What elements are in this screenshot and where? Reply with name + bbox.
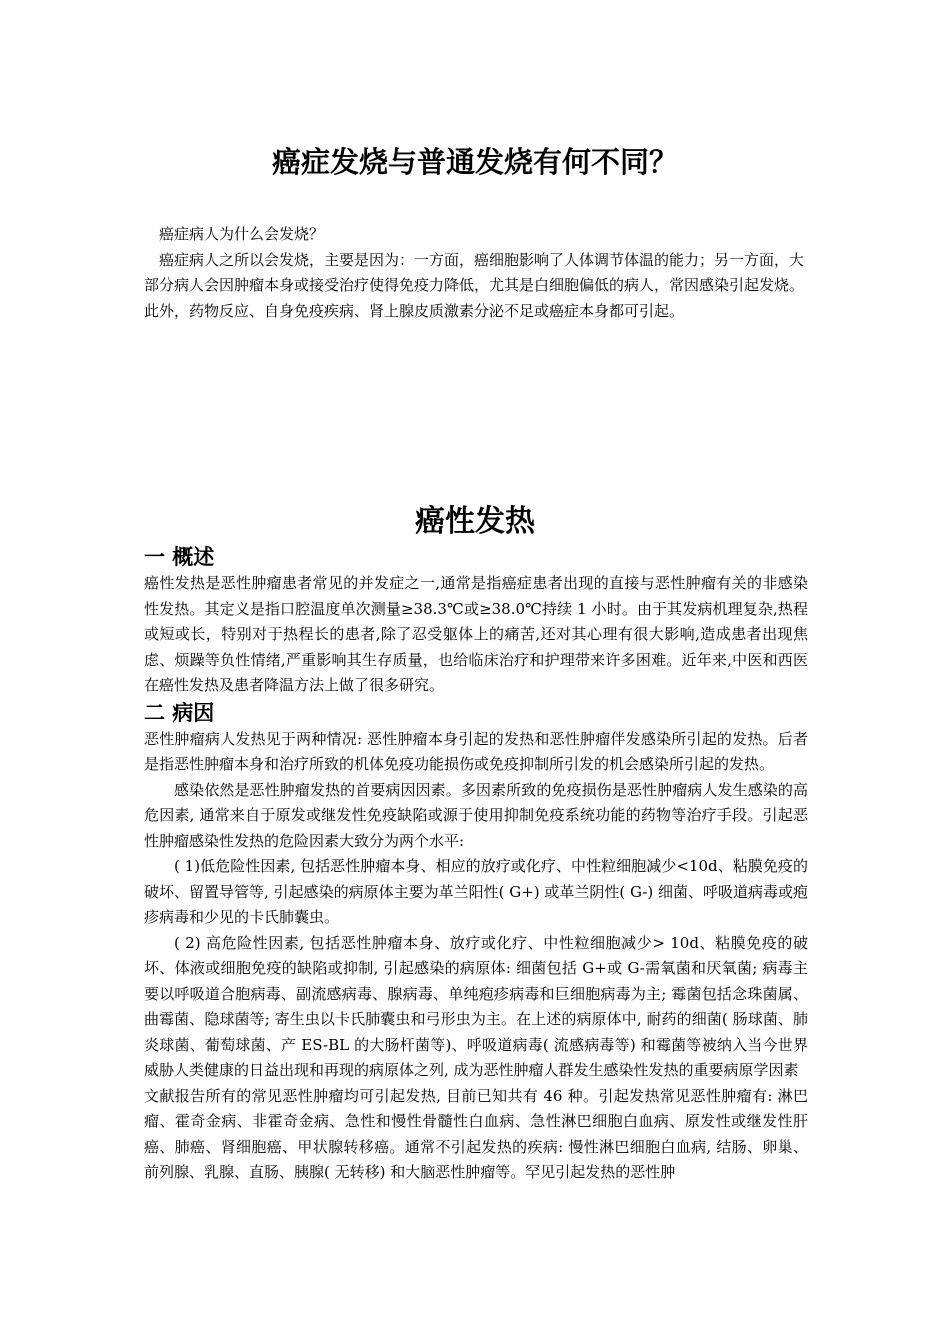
heading-overview: 一 概述 (144, 545, 215, 569)
main-content (144, 543, 808, 1186)
etiology-paragraph-1: 恶性肿瘤病人发热见于两种情况: 恶性肿瘤本身引起的发热和恶性肿瘤伴发感染所引起的发热。后者是指恶性肿瘤本身和治疗所致的机体免疫功能损伤或免疫抑制所引发的机会感染所引起的发热。 (144, 729, 808, 773)
intro-question: 癌症病人为什么会发烧？ (159, 225, 325, 243)
heading-etiology: 二 病因 (144, 700, 215, 725)
etiology-paragraph-3: ( 1)低危险性因素, 包括恶性肿瘤本身、相应的放疗或化疗、中性粒细胞减少<10d、粘膜免疫的破坏、留置导管等, 引起感染的病原体主要为革兰阳性( G+) 或革兰阴性( G-) 细菌、呼吸道病毒或疱疹病毒和少见的卡氏肺囊虫。 (144, 857, 808, 926)
etiology-paragraph-5: 文献报告所有的常见恶性肿瘤均可引起发热, 目前已知共有 46 种。引起发热常见恶性肿瘤有: 淋巴瘤、霍奇金病、非霍奇金病、急性和慢性骨髓性白血病、急性淋巴细胞白血病、原发性或继发性肝癌、肺癌、肾细胞癌、甲状腺转移癌。通常不引起发热的疾病: 慢性淋巴细胞白血病, 结肠、卵巢、前列腺、乳腺、直肠、胰腺( 无转移) 和大脑恶性肿瘤等。罕见引起发热的恶性肿 (144, 1086, 808, 1181)
intro-section (144, 222, 804, 324)
page-title: 癌症发烧与普通发烧有何不同？ (271, 145, 678, 179)
etiology-paragraph-2: 感染依然是恶性肿瘤发热的首要病因因素。多因素所致的免疫损伤是恶性肿瘤病人发生感染的高危因素, 通常来自于原发或继发性免疫缺陷或源于使用抑制免疫系统功能的药物等治疗手段。引起恶性肿瘤感染性发热的危险因素大致分为两个水平: (144, 780, 808, 850)
etiology-paragraph-4: ( 2) 高危险性因素, 包括恶性肿瘤本身、放疗或化疗、中性粒细胞减少> 10d、粘膜免疫的破坏、体液或细胞免疫的缺陷或抑制, 引起感染的病原体: 细菌包括 G+或 G-需氧菌和厌氧菌; 病毒主要以呼吸道合胞病毒、副流感病毒、腺病毒、单纯疱疹病毒和巨细胞病毒为主; 霉菌包括念珠菌属、曲霉菌、隐球菌等; 寄生虫以卡氏肺囊虫和弓形虫为主。在上述的病原体中, 耐药的细菌( 肠球菌、肺炎球菌、葡萄球菌、产 ES-BL 的大肠杆菌等)、呼吸道病毒( 流感病毒等) 和霉菌等被纳入当今世界威胁人类健康的日益出现和再现的病原体之列, 成为恶性肿瘤人群发生感染性发热的重要病原学因素 (144, 933, 808, 1079)
overview-paragraph: 癌性发热是恶性肿瘤患者常见的并发症之一,通常是指癌症患者出现的直接与恶性肿瘤有关的非感染性发热。其定义是指口腔温度单次测量≥38.3℃或≥38.0℃持续 1 小时。由于其发病机理复杂,热程或短或长，特别对于热程长的患者,除了忍受躯体上的痛苦,还对其心理有很大影响,造成患者出现焦虑、烦躁等负性情绪,严重影响其生存质量，也给临床治疗和护理带来许多困难。近年来,中医和西医在癌性发热及患者降温方法上做了很多研究。 (144, 574, 808, 694)
section-title: 癌性发热 (415, 504, 535, 539)
intro-answer: 癌症病人之所以会发烧，主要是因为：一方面，癌细胞影响了人体调节体温的能力；另一方面，大部分病人会因肿瘤本身或接受治疗使得免疫力降低，尤其是白细胞偏低的病人，常因感染引起发烧。此外，药物反应、自身免疫疾病、肾上腺皮质激素分泌不足或癌症本身都可引起。 (144, 250, 805, 320)
